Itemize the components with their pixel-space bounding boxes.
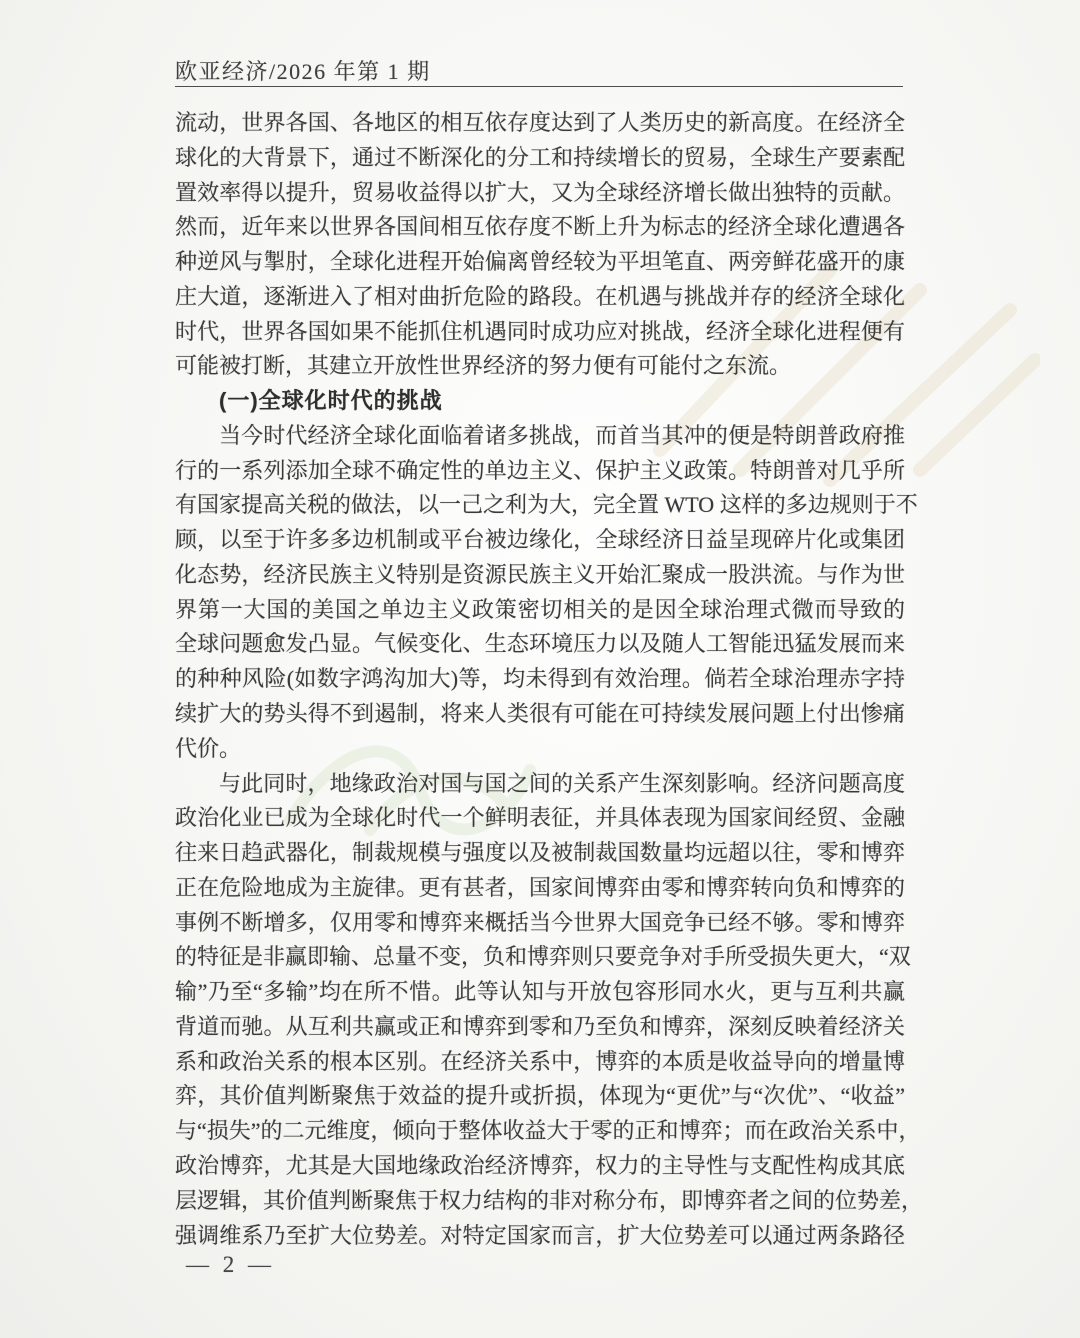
text-line: 顾，以至于许多多边机制或平台被边缘化，全球经济日益呈现碎片化或集团 — [175, 527, 905, 553]
text-line: 化态势，经济民族主义特别是资源民族主义开始汇聚成一股洪流。与作为世 — [175, 561, 905, 587]
text-line: 代价。 — [175, 735, 242, 761]
text-line: 续扩大的势头得不到遏制，将来人类很有可能在可持续发展问题上付出惨痛 — [175, 701, 905, 727]
paragraph — [175, 106, 905, 384]
paragraph — [175, 419, 918, 767]
text-line: 背道而驰。从互利共赢或正和博弈到零和乃至负和博弈，深刻反映着经济关 — [175, 1013, 905, 1039]
text-line: 置效率得以提升，贸易收益得以扩大，又为全球经济增长做出独特的贡献。 — [175, 179, 905, 205]
text-line: 行的一系列添加全球不确定性的单边主义、保护主义政策。特朗普对几乎所 — [175, 457, 905, 483]
text-line: 种逆风与掣肘，全球化进程开始偏离曾经较为平坦笔直、两旁鲜花盛开的康 — [175, 249, 905, 275]
page-body-text — [175, 106, 924, 1253]
text-line: 界第一大国的美国之单边主义政策密切相关的是因全球治理式微而导致的 — [175, 596, 905, 622]
page-number: — 2 — — [186, 1252, 275, 1277]
header-rule — [175, 86, 903, 87]
text-line: 时代，世界各国如果不能抓住机遇同时成功应对挑战，经济全球化进程便有 — [175, 318, 905, 344]
section-heading — [175, 384, 905, 419]
text-line: 球化的大背景下，通过不断深化的分工和持续增长的贸易，全球生产要素配 — [175, 144, 905, 170]
text-line: (一)全球化时代的挑战 — [219, 388, 443, 414]
text-line: 与“损失”的二元维度，倾向于整体收益大于零的正和博弈；而在政治关系中， — [175, 1118, 921, 1144]
text-line: 政治化业已成为全球化时代一个鲜明表征，并具体表现为国家间经贸、金融 — [175, 805, 905, 831]
text-line: 然而，近年来以世界各国间相互依存度不断上升为标志的经济全球化遭遇各 — [175, 214, 905, 240]
text-line: 有国家提高关税的做法，以一己之利为大，完全置 WTO 这样的多边规则于不 — [175, 492, 918, 518]
text-line: 层逻辑，其价值判断聚焦于权力结构的非对称分布，即博弈者之间的位势差， — [175, 1187, 924, 1213]
text-line: 正在危险地成为主旋律。更有甚者，国家间博弈由零和博弈转向负和博弈的 — [175, 874, 905, 900]
text-line: 强调维系乃至扩大位势差。对特定国家而言，扩大位势差可以通过两条路径 — [175, 1222, 905, 1248]
text-line: 弈，其价值判断聚焦于效益的提升或折损，体现为“更优”与“次优”、“收益” — [175, 1083, 905, 1109]
text-line: 系和政治关系的根本区别。在经济关系中，博弈的本质是收益导向的增量博 — [175, 1048, 905, 1074]
text-line: 全球问题愈发凸显。气候变化、生态环境压力以及随人工智能迅猛发展而来 — [175, 631, 905, 657]
text-line: 庄大道，逐渐进入了相对曲折危险的路段。在机遇与挑战并存的经济全球化 — [175, 283, 905, 309]
journal-running-head: 欧亚经济/2026 年第 1 期 — [175, 59, 431, 84]
text-line: 当今时代经济全球化面临着诸多挑战，而首当其冲的便是特朗普政府推 — [219, 422, 905, 448]
text-line: 的种种风险(如数字鸿沟加大)等，均未得到有效治理。倘若全球治理赤字持 — [175, 666, 905, 692]
text-line: 往来日趋武器化，制裁规模与强度以及被制裁国数量均远超以往，零和博弈 — [175, 840, 905, 866]
text-line: 可能被打断，其建立开放性世界经济的努力便有可能付之东流。 — [175, 353, 792, 379]
text-line: 输”乃至“多输”均在所不惜。此等认知与开放包容形同水火，更与互利共赢 — [175, 979, 905, 1005]
text-line: 事例不断增多，仅用零和博弈来概括当今世界大国竞争已经不够。零和博弈 — [175, 909, 905, 935]
text-line: 流动，世界各国、各地区的相互依存度达到了人类历史的新高度。在经济全 — [175, 110, 905, 135]
text-line: 的特征是非赢即输、总量不变，负和博弈则只要竞争对手所受损失更大，“双 — [175, 944, 911, 970]
text-line: 与此同时，地缘政治对国与国之间的关系产生深刻影响。经济问题高度 — [219, 770, 905, 796]
paragraph — [175, 767, 924, 1254]
text-line: 政治博弈，尤其是大国地缘政治经济博弈，权力的主导性与支配性构成其底 — [175, 1152, 905, 1178]
